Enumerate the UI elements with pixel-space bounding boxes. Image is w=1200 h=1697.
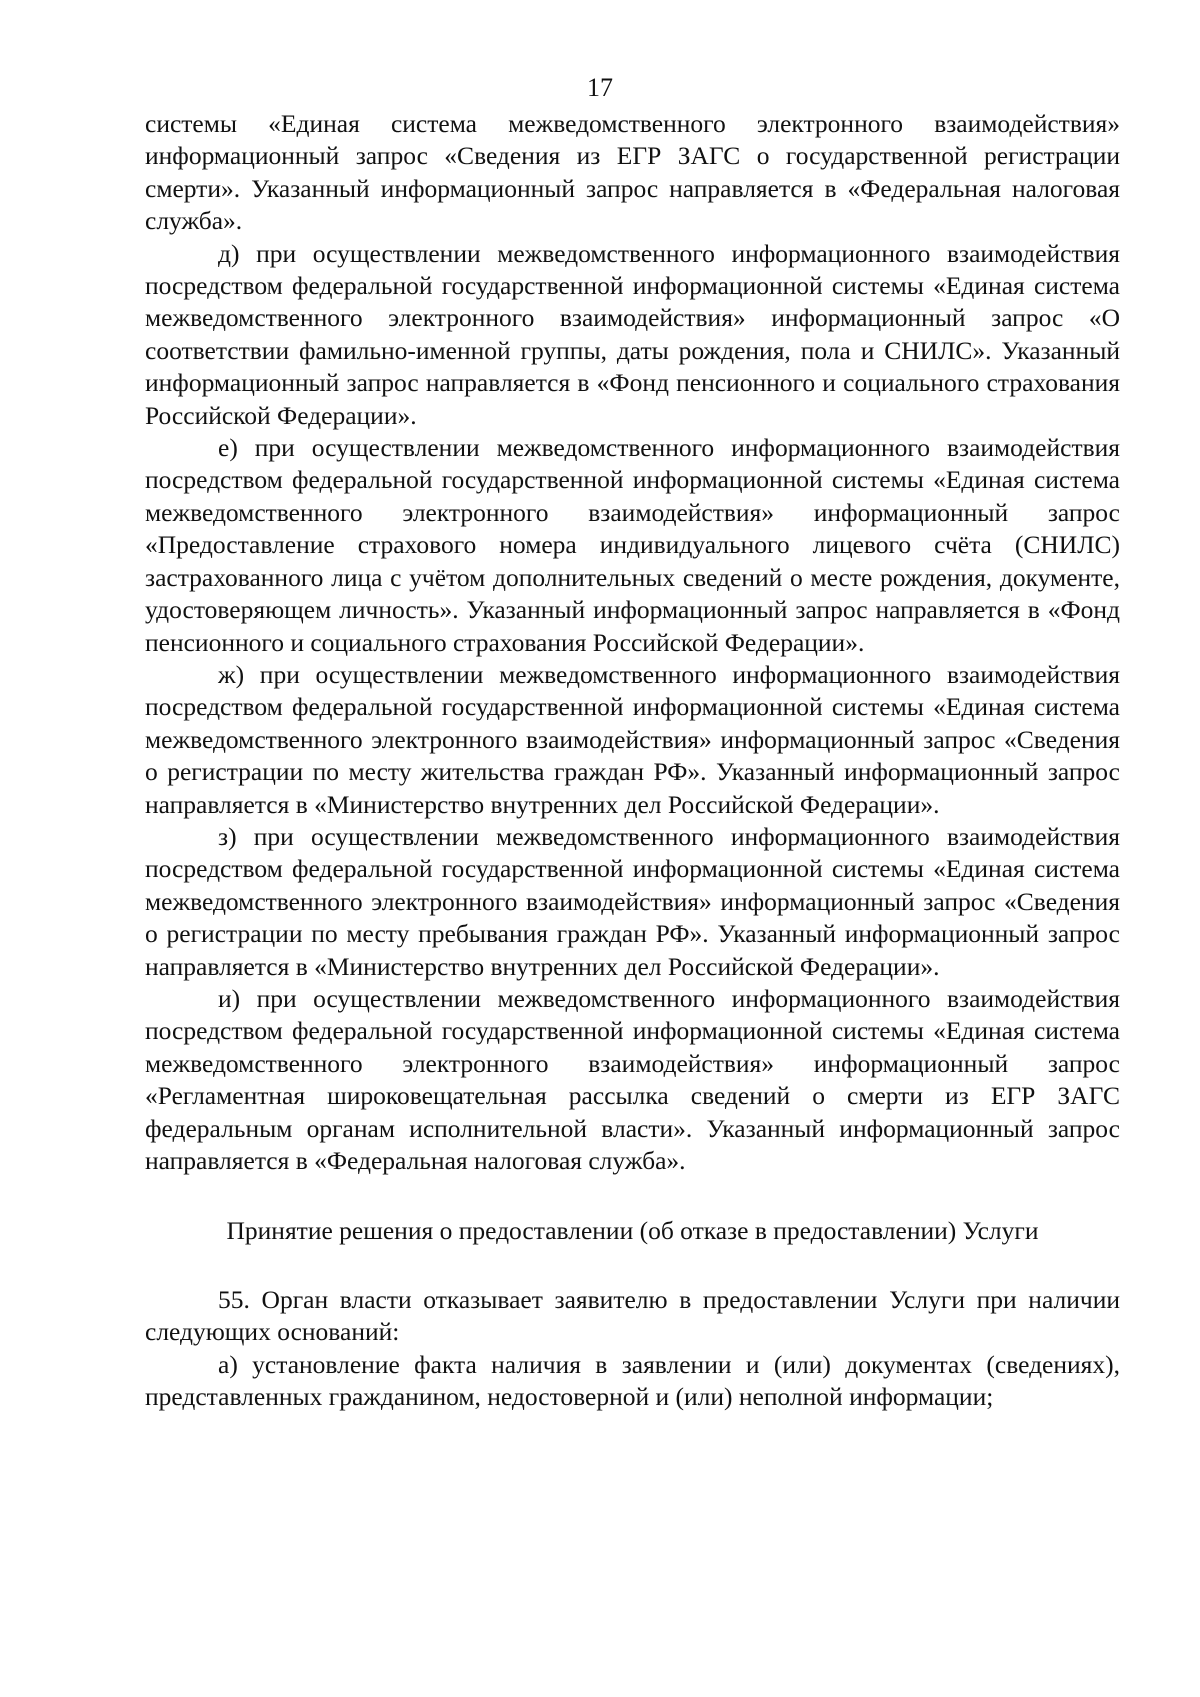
paragraph-continuation: системы «Единая система межведомственного электронного взаимодействия» информационный запрос «Сведения из ЕГР ЗАГС о государственной регистрации смерти». Указанный информационный запрос направляется в «Федеральная налоговая служба».	[145, 109, 1120, 236]
document-body	[145, 108, 1120, 1413]
paragraph-z: з) при осуществлении межведомственного информационного взаимодействия посредством федеральной государственной информационной системы «Единая система межведомственного электронного взаимодействия» информационный запрос «Сведения о регистрации по месту пребывания граждан РФ». Указанный информационный запрос направляется в «Министерство внутренних дел Российской Федерации».	[145, 821, 1120, 981]
page-number: 17	[587, 73, 613, 102]
paragraph-d: д) при осуществлении межведомственного информационного взаимодействия посредством федеральной государственной информационной системы «Единая система межведомственного электронного взаимодействия» информационный запрос «О соответствии фамильно-именной группы, даты рождения, пола и СНИЛС». Указанный информационный запрос направляется в «Фонд пенсионного и социального страхования Российской Федерации».	[145, 238, 1120, 430]
paragraph-zh: ж) при осуществлении межведомственного информационного взаимодействия посредством федеральной государственной информационной системы «Единая система межведомственного электронного взаимодействия» информационный запрос «Сведения о регистрации по месту жительства граждан РФ». Указанный информационный запрос направляется в «Министерство внутренних дел Российской Федерации».	[145, 659, 1120, 819]
paragraph-55: 55. Орган власти отказывает заявителю в предоставлении Услуги при наличии следующих оснований:	[145, 1284, 1120, 1347]
paragraph-e: е) при осуществлении межведомственного информационного взаимодействия посредством федеральной государственной информационной системы «Единая система межведомственного электронного взаимодействия» информационный запрос «Предоставление страхового номера индивидуального лицевого счёта (СНИЛС) застрахованного лица с учётом дополнительных сведений о месте рождения, документе, удостоверяющем личность». Указанный информационный запрос направляется в «Фонд пенсионного и социального страхования Российской Федерации».	[145, 433, 1120, 657]
paragraph-a: а) установление факта наличия в заявлении и (или) документах (сведениях), представленных гражданином, недостоверной и (или) неполной информации;	[145, 1349, 1120, 1412]
paragraph-i: и) при осуществлении межведомственного информационного взаимодействия посредством федеральной государственной информационной системы «Единая система межведомственного электронного взаимодействия» информационный запрос «Регламентная широковещательная рассылка сведений о смерти из ЕГР ЗАГС федеральным органам исполнительной власти». Указанный информационный запрос направляется в «Федеральная налоговая служба».	[145, 983, 1120, 1175]
section-heading: Принятие решения о предоставлении (об отказе в предоставлении) Услуги	[226, 1216, 1039, 1246]
